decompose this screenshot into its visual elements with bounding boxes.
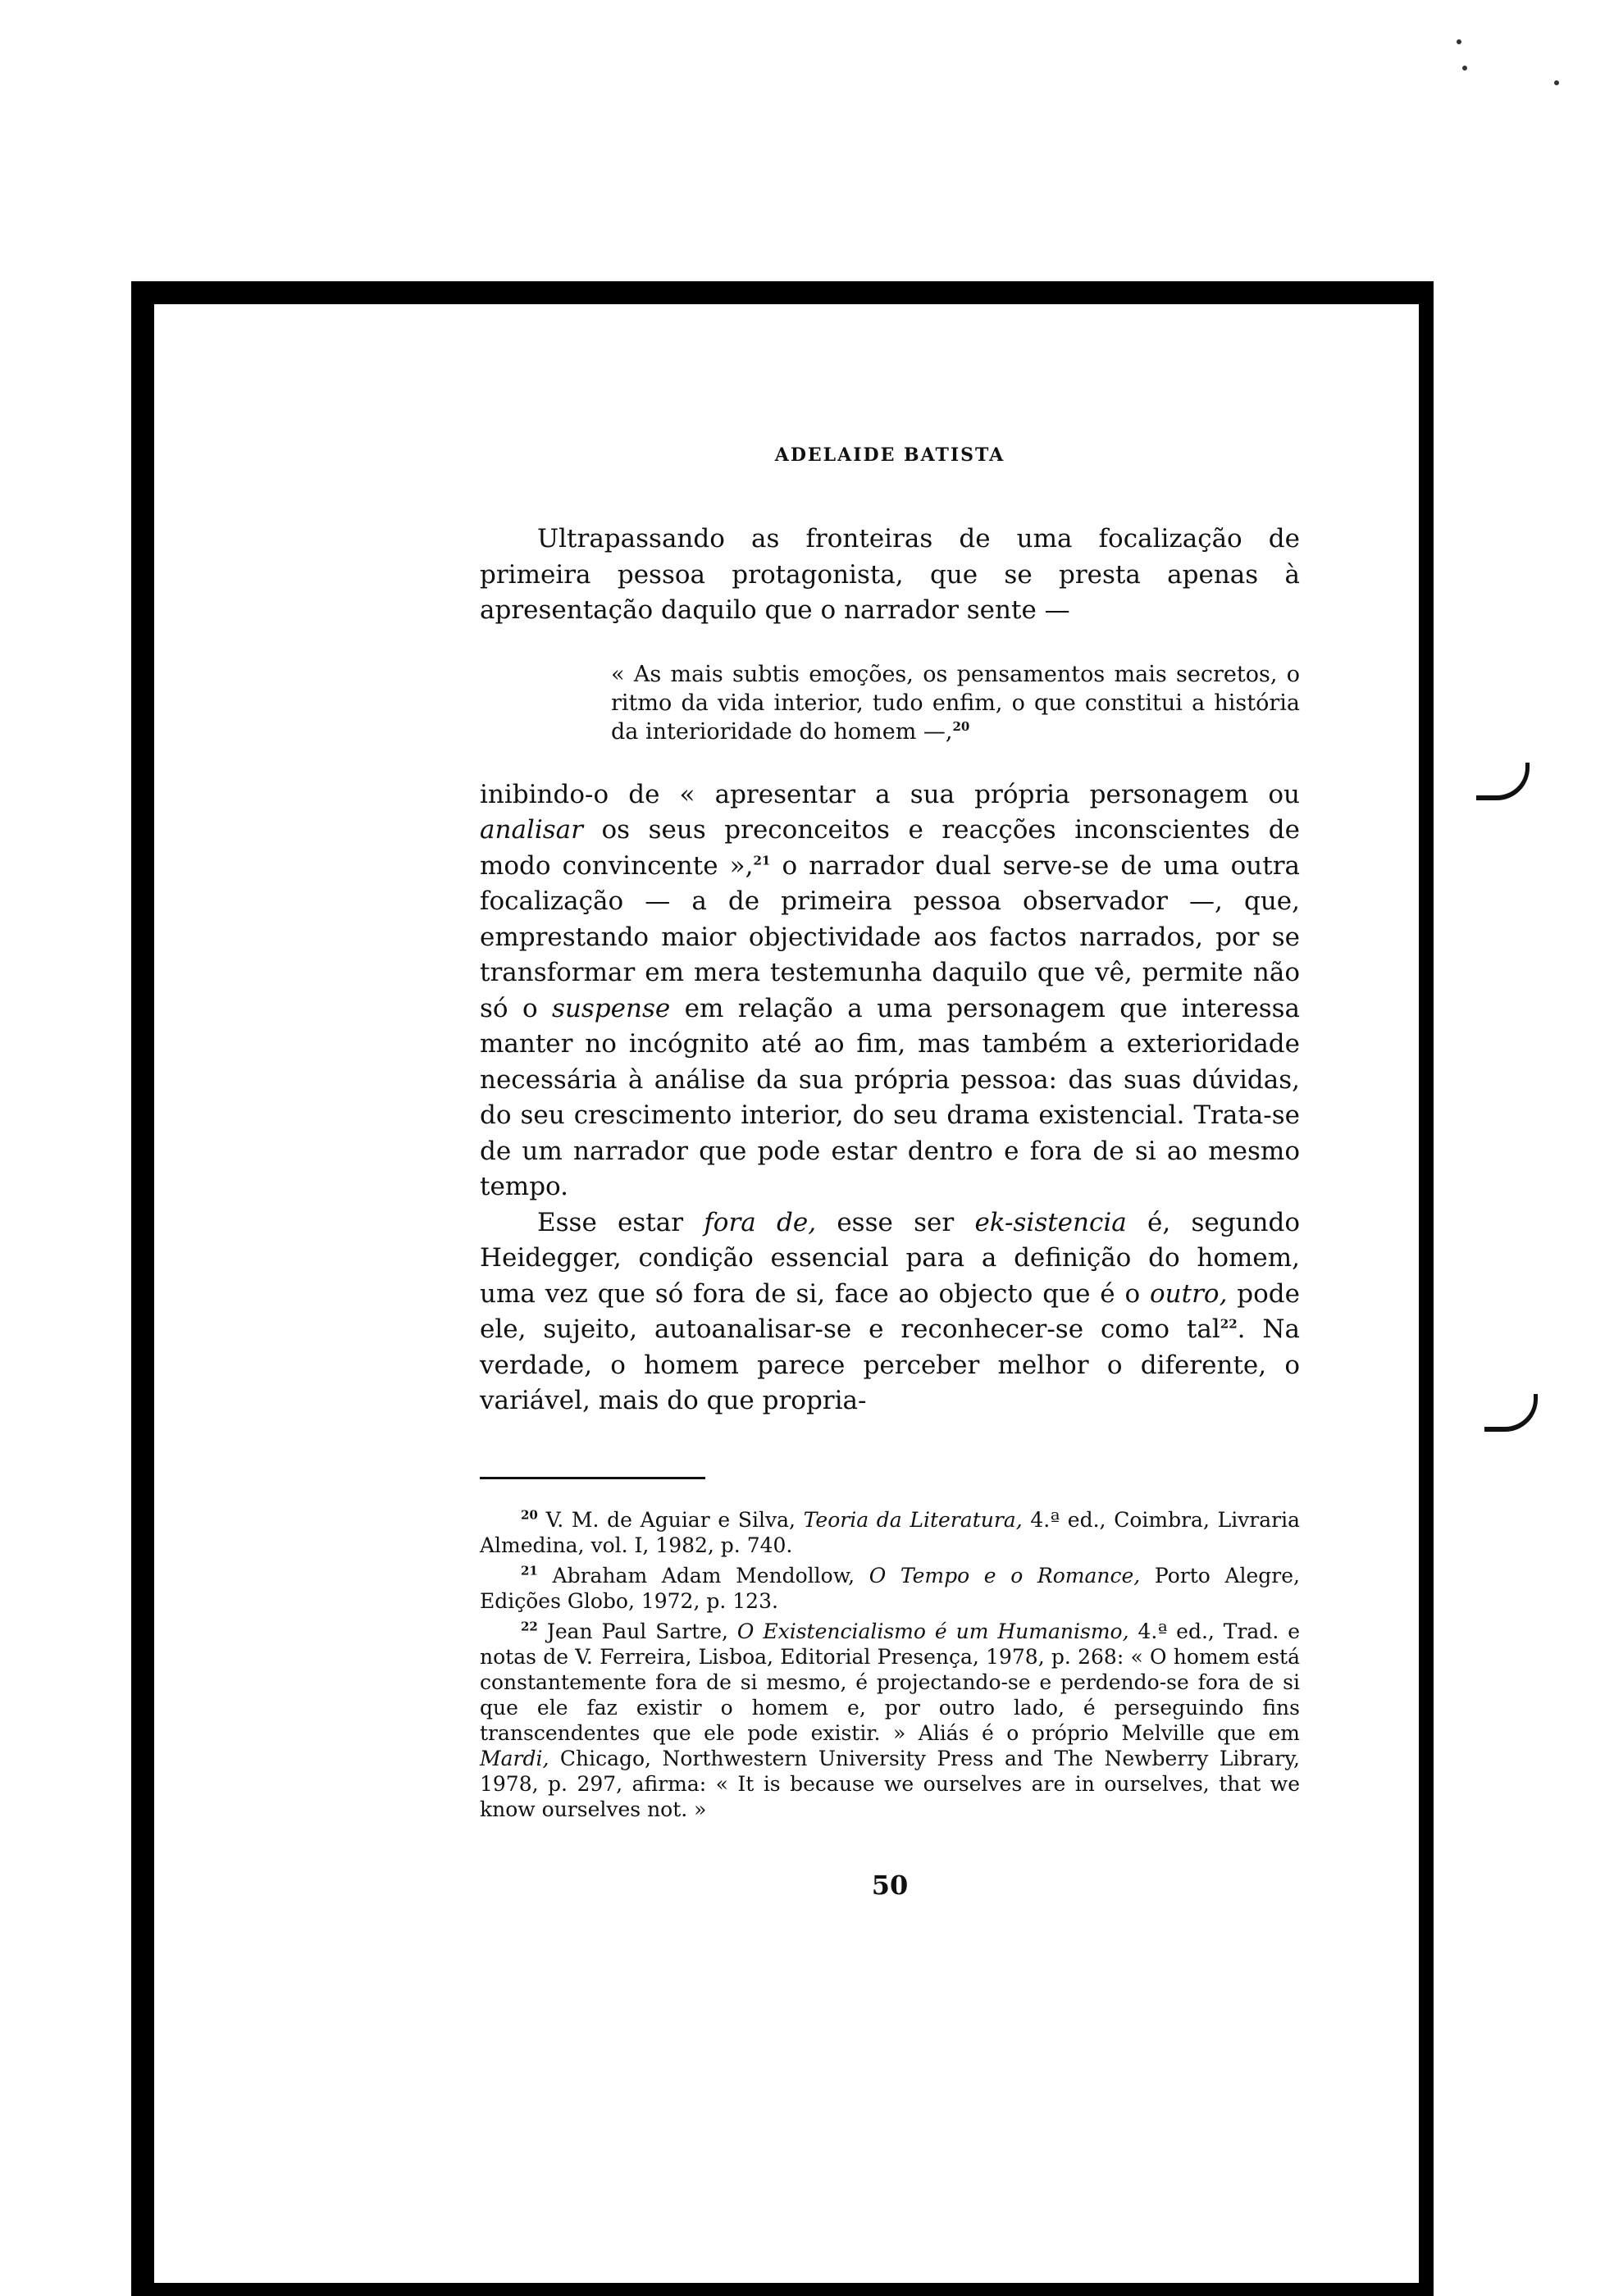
scan-speck	[1462, 66, 1467, 71]
margin-check-mark	[1484, 1394, 1538, 1432]
footnote-21: $^{21}$ Abraham Adam Mendollow, O Tempo e o Romance, Porto Alegre, Edições Globo, 1972, p. 123.	[480, 1563, 1301, 1613]
scan-border-bottom	[131, 2283, 1434, 2296]
paragraph-1: Ultrapassando as fronteiras de uma focalização de primeira pessoa protagonista, que se presta apenas à apresentação daquilo que o narrador sente —	[480, 524, 1300, 625]
footnote-22: $^{22}$ Jean Paul Sartre, O Existencialismo é um Humanismo, 4.ª ed., Trad. e notas de V. Ferreira, Lisboa, Editorial Presença, 1978, p. 268: « O homem está constantemente fora de si mesmo, é projectando-se e perdendo-se fora de si que ele faz existir o homem e, por outro lado, é perseguindo fins transcendentes que ele pode existir. » Aliás é o próprio Melville que em Mardi, Chicago, Northwestern University Press and The Newberry Library, 1978, p. 297, afirma: « It is because we ourselves are in ourselves, that we know ourselves not. »	[480, 1619, 1301, 1821]
footnote-ref: 21	[753, 853, 771, 868]
scan-border-right	[1419, 281, 1434, 2294]
scan-border-left	[131, 281, 154, 2294]
footnote-ref: 20	[952, 718, 970, 734]
block-quote: « As mais subtis emoções, os pensamentos mais secretos, o ritmo da vida interior, tudo enfim, o que constitui a história da interioridade do homem —,$^{20}$	[611, 661, 1300, 745]
running-head: ADELAIDE BATISTA	[774, 444, 1005, 466]
footnote-20: $^{20}$ V. M. de Aguiar e Silva, Teoria da Literatura, 4.ª ed., Coimbra, Livraria Almedina, vol. I, 1982, p. 740.	[480, 1507, 1301, 1557]
scan-speck	[1554, 80, 1559, 85]
footnote-rule	[480, 1477, 705, 1479]
paragraph-3: Esse estar fora de, esse ser ek-sistencia é, segundo Heidegger, condição essencial para a definição do homem, uma vez que só fora de si, face ao objecto que é o outro, pode ele, sujeito, autoanalisar-se e reconhecer-se como tal$^{22}$. Na verdade, o homem parece perceber melhor o diferente, o variável, mais do que propria-	[480, 1207, 1301, 1415]
scan-speck	[1457, 39, 1461, 44]
paragraph-2: inibindo-o de « apresentar a sua própria personagem ou analisar os seus preconceitos e reacções inconscientes de modo convincente »,$^{21}$ o narrador dual serve-se de uma outra focalização — a de primeira pessoa observador —, que, emprestando maior objectividade aos factos narrados, por se transformar em mera testemunha daquilo que vê, permite não só o suspense em relação a uma personagem que interessa manter no incógnito até ao fim, mas também a exterioridade necessária à análise da sua própria pessoa: das suas dúvidas, do seu crescimento interior, do seu drama existencial. Trata-se de um narrador que pode estar dentro e fora de si ao mesmo tempo.	[480, 779, 1300, 1201]
margin-check-mark	[1476, 763, 1530, 800]
scan-border-top	[131, 281, 1434, 304]
page-number: 50	[871, 1869, 909, 1901]
footnote-ref: 22	[1220, 1316, 1238, 1332]
page-content	[480, 444, 1300, 1901]
